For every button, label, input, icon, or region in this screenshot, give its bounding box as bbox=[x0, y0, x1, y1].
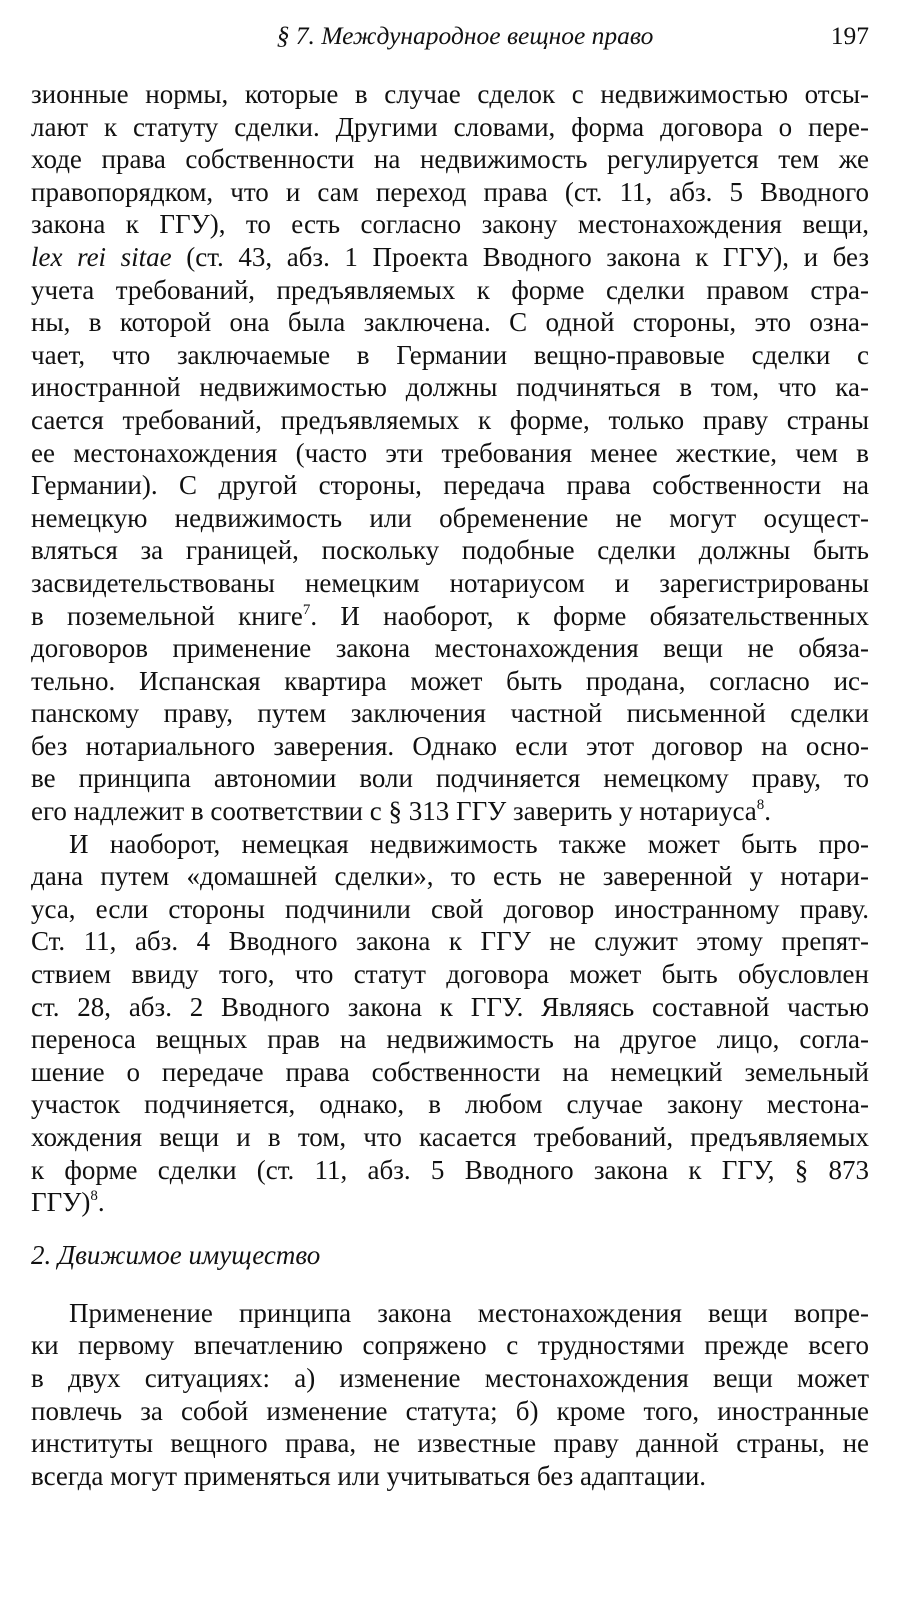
text-line-with-latin bbox=[31, 241, 869, 274]
text-line: повлечь за собой изменение статута; б) кроме того, иностранные bbox=[31, 1395, 869, 1426]
text-line: Применение принципа закона местонахождения вещи вопре- bbox=[69, 1297, 869, 1328]
text-line: участок подчиняется, однако, в любом случае закону местона- bbox=[31, 1089, 869, 1120]
text-line: зионные нормы, которые в случае сделок с недвижимостью отсы- bbox=[31, 79, 869, 109]
text-line: договоров применение закона местонахождения вещи не обяза- bbox=[31, 633, 869, 664]
text-line: Ст. 11, абз. 4 Вводного закона к ГГУ не служит этому препят- bbox=[31, 926, 869, 957]
text-line: всегда могут применяться или учитываться без адаптации. bbox=[31, 1460, 707, 1491]
footnote-marker[interactable]: 8 bbox=[756, 797, 765, 814]
text-line-with-footnote bbox=[31, 795, 869, 828]
text-fragment: . bbox=[97, 1187, 105, 1218]
text-line: иностранной недвижимостью должны подчиняться в том, что ка- bbox=[31, 372, 869, 403]
text-line: ее местонахождения (часто эти требования менее жесткие, чем в bbox=[31, 437, 869, 468]
text-line: в двух ситуациях: а) изменение местонахождения вещи может bbox=[31, 1362, 869, 1393]
text-fragment: . bbox=[764, 796, 772, 827]
running-head-title: § 7. Международное вещное право bbox=[276, 21, 654, 50]
paragraph-2 bbox=[31, 828, 869, 1219]
text-line-with-footnote bbox=[31, 1186, 869, 1219]
text-fragment: его надлежит в соответствии с § 313 ГГУ заверить у нотариуса bbox=[31, 796, 757, 827]
text-line: сается требований, предъявляемых к форме, только праву страны bbox=[31, 404, 869, 435]
text-line: ходе права собственности на недвижимость регулируется тем же bbox=[31, 144, 869, 175]
text-line: ствием ввиду того, что статут договора может быть обусловлен bbox=[31, 959, 869, 990]
running-head bbox=[31, 14, 869, 58]
text-line: тельно. Испанская квартира может быть продана, согласно ис- bbox=[31, 665, 869, 696]
section-heading: 2. Движимое имущество bbox=[31, 1239, 321, 1270]
paragraph-1 bbox=[31, 78, 869, 828]
book-page bbox=[31, 14, 869, 1492]
text-fragment: в поземельной книге bbox=[31, 600, 303, 631]
text-line: ст. 28, абз. 2 Вводного закона к ГГУ. Являясь составной частью bbox=[31, 991, 869, 1022]
text-line: правопорядком, что и сам переход права (ст. 11, абз. 5 Вводного bbox=[31, 176, 869, 207]
text-line: ны, в которой она была заключена. С одной стороны, это озна- bbox=[31, 307, 869, 338]
text-fragment: ГГУ) bbox=[31, 1187, 91, 1218]
text-line: к форме сделки (ст. 11, абз. 5 Вводного закона к ГГУ, § 873 bbox=[31, 1154, 869, 1185]
text-line: без нотариального заверения. Однако если этот договор на осно- bbox=[31, 730, 869, 761]
text-line: Германии). С другой стороны, передача права собственности на bbox=[31, 470, 869, 501]
text-line: закона к ГГУ), то есть согласно закону местонахождения вещи, bbox=[31, 209, 869, 240]
text-line: переноса вещных прав на недвижимость на другое лицо, согла- bbox=[31, 1024, 869, 1055]
text-line: дана путем «домашней сделки», то есть не заверенной у нотари- bbox=[31, 861, 869, 892]
text-line: немецкую недвижимость или обременение не могут осущест- bbox=[31, 502, 869, 533]
text-line: засвидетельствованы немецким нотариусом и зарегистрированы bbox=[31, 567, 869, 598]
text-fragment: . И наоборот, к форме обязательственных bbox=[310, 600, 869, 631]
text-line: ве принципа автономии воли подчиняется немецкому праву, то bbox=[31, 763, 869, 794]
footnote-marker[interactable]: 7 bbox=[302, 601, 311, 618]
text-line: учета требований, предъявляемых к форме сделки правом стра- bbox=[31, 274, 869, 305]
text-line: институты вещного права, не известные праву данной страны, не bbox=[31, 1428, 869, 1459]
paragraph-3 bbox=[31, 1297, 869, 1493]
text-line: И наоборот, немецкая недвижимость также может быть про- bbox=[69, 828, 869, 859]
text-line: шение о передаче права собственности на немецкий земельный bbox=[31, 1056, 869, 1087]
text-line: чает, что заключаемые в Германии вещно-правовые сделки с bbox=[31, 339, 869, 370]
text-line: лают к статуту сделки. Другими словами, форма договора о пере- bbox=[31, 111, 869, 142]
footnote-marker[interactable]: 8 bbox=[90, 1188, 98, 1205]
text-line-with-footnote bbox=[31, 600, 869, 633]
text-line: хождения вещи и в том, что касается требований, предъявляемых bbox=[31, 1122, 869, 1152]
page-number: 197 bbox=[830, 21, 869, 50]
text-fragment: (ст. 43, абз. 1 Проекта Вводного закона к ГГУ), и без bbox=[186, 241, 869, 272]
text-line: уса, если стороны подчинили свой договор иностранному праву. bbox=[31, 893, 869, 924]
latin-phrase: lex rei sitae bbox=[31, 241, 172, 272]
text-line: вляться за границей, поскольку подобные сделки должны быть bbox=[31, 535, 869, 566]
text-line: панскому праву, путем заключения частной письменной сделки bbox=[31, 698, 869, 729]
text-line: ки первому впечатлению сопряжено с трудностями прежде всего bbox=[31, 1330, 869, 1361]
